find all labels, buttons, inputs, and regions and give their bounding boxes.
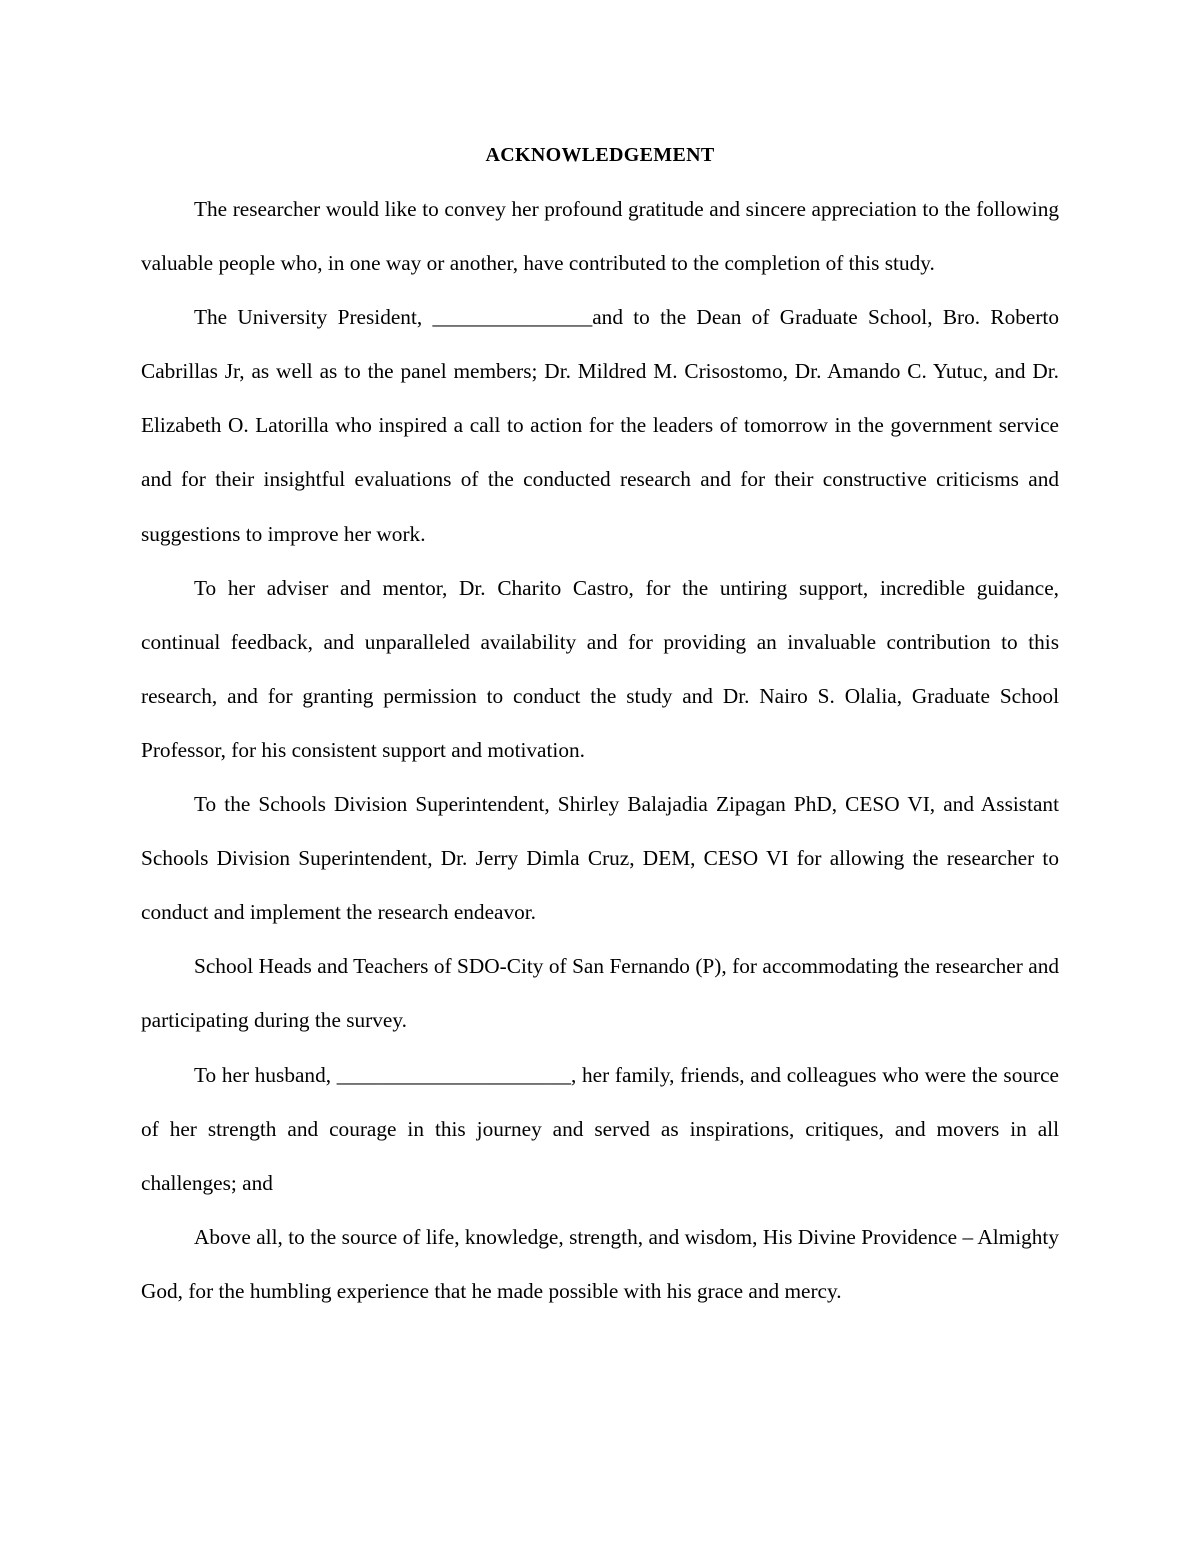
paragraph-superintendent: To the Schools Division Superintendent, Shirley Balajadia Zipagan PhD, CESO VI, and Assistant Schools Division Superintendent, Dr. Jerry Dimla Cruz, DEM, CESO VI for allowing the researcher to conduct and implement the research endeavor. xyxy=(141,792,1059,925)
paragraph-intro: The researcher would like to convey her profound gratitude and sincere appreciation to the following valuable people who, in one way or another, have contributed to the completion of this study. xyxy=(141,197,1059,276)
paragraph-school-heads: School Heads and Teachers of SDO-City of San Fernando (P), for accommodating the researcher and participating during the survey. xyxy=(141,954,1059,1033)
paragraph-adviser: To her adviser and mentor, Dr. Charito Castro, for the untiring support, incredible guidance, continual feedback, and unparalleled availability and for providing an invaluable contribution to this research, and for granting permission to conduct the study and Dr. Nairo S. Olalia, Graduate School Professor, for his consistent support and motivation. xyxy=(141,575,1059,762)
paragraph-almighty-god: Above all, to the source of life, knowledge, strength, and wisdom, His Divine Providence – Almighty God, for the humbling experience that he made possible with his grace and mercy. xyxy=(141,1224,1059,1303)
page-title: ACKNOWLEDGEMENT xyxy=(485,144,715,166)
paragraph-husband-family: To her husband, ______________________, her family, friends, and colleagues who were the source of her strength and courage in this journey and served as inspirations, critiques, and movers in all challenges; and xyxy=(141,1062,1059,1195)
paragraph-university-president: The University President, _______________and to the Dean of Graduate School, Bro. Roberto Cabrillas Jr, as well as to the panel members; Dr. Mildred M. Crisostomo, Dr. Amando C. Yutuc, and Dr. Elizabeth O. Latorilla who inspired a call to action for the leaders of tomorrow in the government service and for their insightful evaluations of the conducted research and for their constructive criticisms and suggestions to improve her work. xyxy=(141,305,1059,546)
document-body xyxy=(141,128,1059,1318)
